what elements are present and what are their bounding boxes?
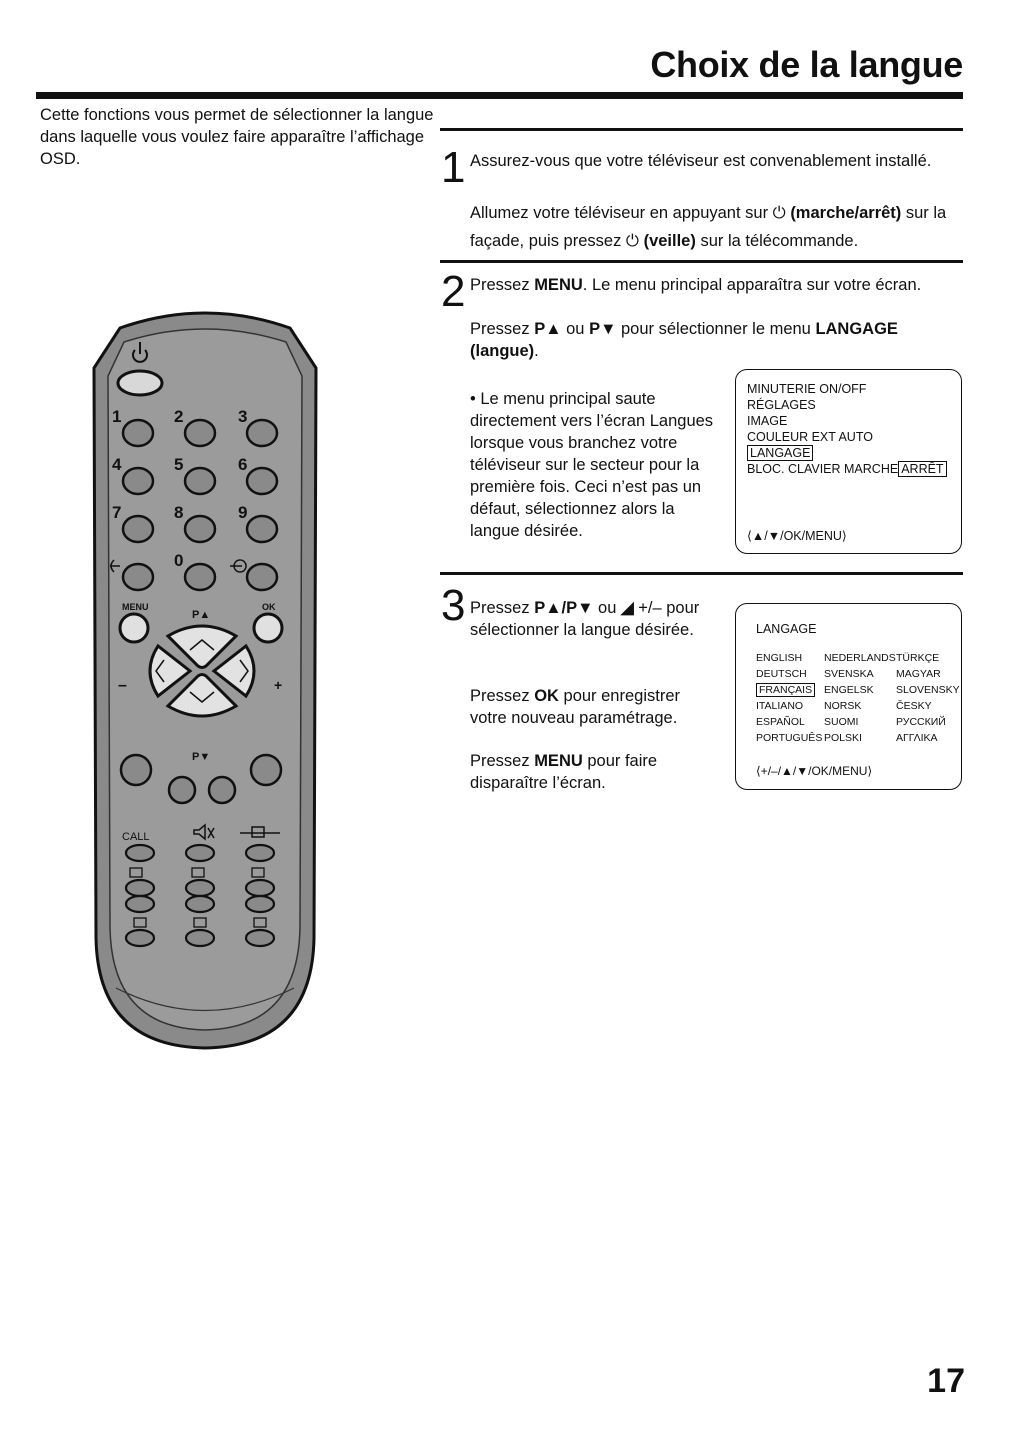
ok-button-label: OK (262, 602, 276, 612)
digit-label-3: 3 (238, 407, 248, 426)
digit-label-9: 9 (238, 503, 248, 522)
step-1-rule (440, 128, 963, 131)
osd-main-menu (735, 369, 962, 554)
text-run: sur la façade, puis pressez (470, 204, 947, 250)
teletext-button[interactable] (246, 896, 274, 912)
digit-button-8[interactable] (185, 516, 215, 542)
language-option: TÜRKÇE (896, 652, 940, 664)
language-option: SUOMI (824, 716, 859, 728)
osd-main-items (747, 381, 947, 477)
digit-label-0: 0 (174, 551, 184, 570)
call-label: CALL (122, 831, 150, 843)
digit-label-1: 1 (112, 407, 122, 426)
text-run: . Le menu principal apparaîtra sur votre écran. (582, 276, 922, 294)
teletext-button[interactable] (246, 880, 274, 896)
step-2-rule (440, 260, 963, 263)
osd-item-settings: RÉGLAGES (747, 398, 816, 412)
step-1-number: 1 (441, 143, 466, 192)
language-option: ESPAÑOL (756, 716, 805, 728)
digit-button-7[interactable] (123, 516, 153, 542)
ok-button[interactable] (254, 614, 282, 642)
volume-icon: ◢ (620, 599, 634, 617)
teletext-button[interactable] (246, 930, 274, 946)
ok-key-label: OK (534, 687, 559, 705)
digit-button-0[interactable] (185, 564, 215, 590)
language-option: ENGELSK (824, 684, 874, 696)
remote-control-illustration (80, 298, 330, 1058)
language-option: MAGYAR (896, 668, 941, 680)
digit-label-5: 5 (174, 455, 184, 474)
osd-language-nav: ⟨+/–/▲/▼/OK/MENU⟩ (756, 764, 873, 778)
page-number: 17 (927, 1362, 965, 1400)
digit-label-2: 2 (174, 407, 184, 426)
step-3-text-2 (470, 685, 720, 729)
step-1-text-1 (470, 150, 965, 172)
step-3-rule (440, 572, 963, 575)
plus-label: + (274, 677, 283, 693)
digit-button-3[interactable] (247, 420, 277, 446)
language-option: NEDERLANDS (824, 652, 896, 664)
text-run: Pressez (470, 752, 535, 770)
language-option: PORTUGUÊS (756, 732, 823, 744)
digit-label-7: 7 (112, 503, 122, 522)
minus-label: – (118, 677, 127, 694)
teletext-button[interactable] (126, 880, 154, 896)
language-option: ITALIANO (756, 700, 804, 712)
page-title: Choix de la langue (650, 44, 963, 85)
return-button[interactable] (123, 564, 153, 590)
p-up-key-label: P▲ (534, 320, 562, 338)
text-run: ou (593, 599, 621, 617)
osd-main-nav: ⟨▲/▼/OK/MENU⟩ (747, 529, 847, 543)
digit-button-4[interactable] (123, 468, 153, 494)
osd-item-lock-value: ARRÊT (898, 461, 946, 477)
step-2-number: 2 (441, 267, 466, 316)
language-option: POLSKI (824, 732, 862, 744)
title-rule (36, 92, 963, 99)
text-run: Pressez (470, 599, 535, 617)
standby-button[interactable] (118, 371, 162, 395)
osd-language-menu (735, 603, 962, 790)
language-option: ΑΓΓΛΙΚΑ (896, 732, 938, 744)
standby-icon: ⏻ (625, 232, 639, 250)
osd-item-colour: COULEUR EXT AUTO (747, 430, 873, 444)
language-option: SLOVENSKY (896, 684, 960, 696)
digit-button-1[interactable] (123, 420, 153, 446)
digit-label-4: 4 (112, 455, 122, 474)
p-down-label: P▼ (192, 751, 211, 763)
language-option: РУССКИЙ (896, 716, 946, 728)
language-option-selected-row (756, 682, 824, 698)
text-run: pour sélectionner le menu (616, 320, 816, 338)
osd-item-lock: BLOC. CLAVIER MARCHE (747, 462, 899, 476)
language-option-selected: FRANÇAIS (756, 683, 815, 697)
osd-item-timer: MINUTERIE ON/OFF (747, 382, 867, 396)
teletext-button[interactable] (126, 930, 154, 946)
step-3-number: 3 (441, 581, 466, 630)
p-down-key-label: P▼ (589, 320, 617, 338)
text-run: ou (561, 320, 590, 338)
osd-item-language-row (747, 445, 947, 461)
osd-item-lock-row (747, 461, 947, 477)
digit-button-6[interactable] (247, 468, 277, 494)
osd-language-title: LANGAGE (756, 622, 817, 636)
step-3-text-3 (470, 750, 720, 794)
digit-button-9[interactable] (247, 516, 277, 542)
teletext-button[interactable] (186, 880, 214, 896)
step-2-text-1 (470, 274, 930, 296)
teletext-button[interactable] (126, 896, 154, 912)
text-run: . (534, 342, 539, 360)
teletext-button[interactable] (246, 845, 274, 861)
color-button-red[interactable] (121, 755, 151, 785)
color-button-blue[interactable] (251, 755, 281, 785)
text-run: sur la télécommande. (695, 232, 859, 250)
text-run: +/– pour sélectionner la langue désirée. (470, 599, 700, 639)
menu-button[interactable] (120, 614, 148, 642)
digit-label-8: 8 (174, 503, 184, 522)
text-run: Allumez votre téléviseur en appuyant sur (470, 204, 773, 222)
step-3-text-1 (470, 597, 720, 641)
input-button[interactable] (247, 564, 277, 590)
menu-key-label: MENU (534, 276, 583, 294)
intro-text: Cette fonctions vous permet de sélectionner la langue dans laquelle vous voulez faire apparaître l’affichage OSD. (40, 106, 434, 168)
osd-item-picture: IMAGE (747, 414, 788, 428)
teletext-button[interactable] (186, 930, 214, 946)
p-keys-label: P▲/P▼ (534, 599, 594, 617)
text-run: Pressez (470, 276, 535, 294)
power-icon: ⏻ (772, 204, 786, 222)
menu-key-label: MENU (534, 752, 583, 770)
teletext-button[interactable] (126, 845, 154, 861)
teletext-button[interactable] (186, 845, 214, 861)
step-1-sentence: Assurez-vous que votre téléviseur est convenablement installé. (470, 152, 932, 170)
p-up-label: P▲ (192, 609, 211, 621)
language-option: DEUTSCH (756, 668, 807, 680)
digit-label-6: 6 (238, 455, 248, 474)
text-run: pour faire disparaître l’écran. (470, 752, 658, 792)
osd-item-language-selected: LANGAGE (747, 445, 813, 461)
language-option: SVENSKA (824, 668, 874, 680)
step-2-text-2 (470, 318, 960, 362)
color-button-green[interactable] (169, 777, 195, 803)
text-run: Pressez (470, 687, 535, 705)
language-option: ENGLISH (756, 652, 803, 664)
digit-button-5[interactable] (185, 468, 215, 494)
langue-label: (langue) (470, 342, 535, 360)
text-run: pour enregistrer votre nouveau paramétrage. (470, 687, 680, 727)
step-1-text-2 (470, 199, 965, 255)
power-label: (marche/arrêt) (790, 204, 902, 222)
step-2-note: • Le menu principal saute directement vers l’écran Langues lorsque vous branchez votre téléviseur sur le secteur pour la première fois. Ceci n’est pas un défaut, sélectionnez alors la langue désirée. (470, 390, 714, 540)
standby-label: (veille) (643, 232, 696, 250)
digit-button-2[interactable] (185, 420, 215, 446)
teletext-button[interactable] (186, 896, 214, 912)
text-run: Pressez (470, 320, 535, 338)
language-option: NORSK (824, 700, 862, 712)
language-option: ČESKY (896, 700, 932, 712)
color-button-yellow[interactable] (209, 777, 235, 803)
osd-language-grid (756, 650, 966, 746)
menu-button-label: MENU (122, 602, 149, 612)
langage-label: LANGAGE (815, 320, 898, 338)
